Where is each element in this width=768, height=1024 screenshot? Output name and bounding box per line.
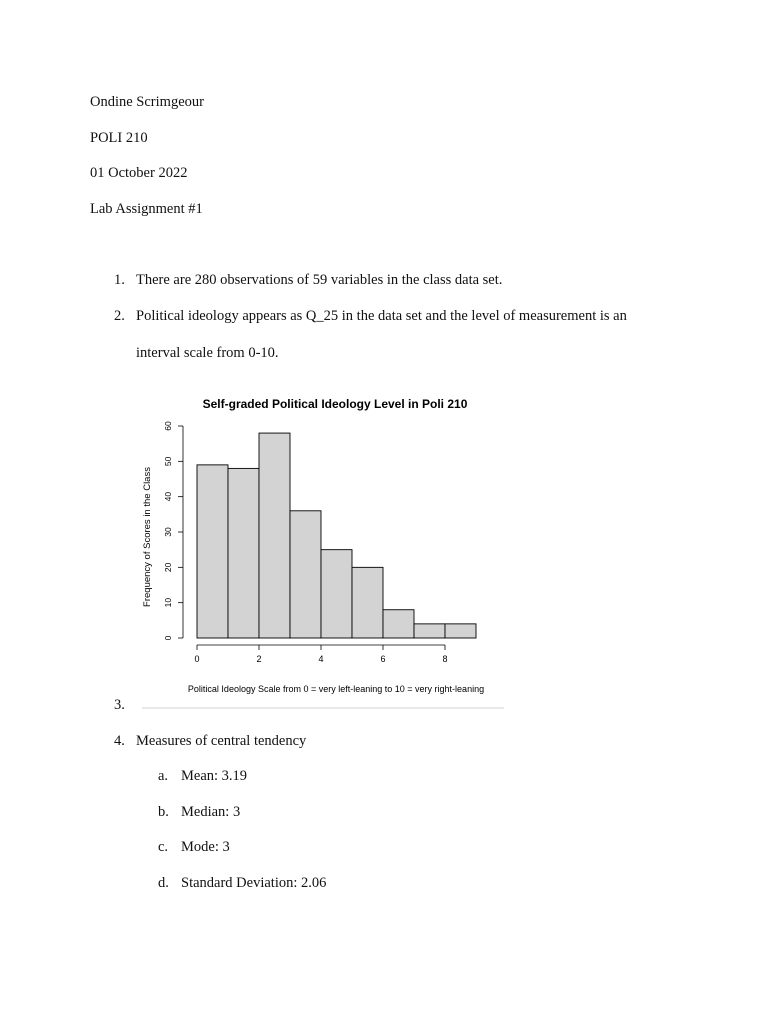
y-tick-label: 0	[163, 635, 173, 641]
item-4-text: Measures of central tendency	[136, 733, 307, 749]
x-tick-label: 0	[194, 654, 200, 664]
histogram-bar	[197, 465, 228, 638]
y-tick-label: 60	[163, 421, 173, 431]
histogram-bar	[414, 624, 445, 638]
measure-mode: Mode: 3	[181, 839, 230, 855]
x-axis	[194, 645, 447, 664]
histogram-bar	[259, 433, 290, 638]
item-4-number: 4.	[114, 733, 125, 749]
ideology-histogram	[135, 388, 505, 703]
chart-divider	[142, 707, 504, 709]
item-2-text-line1: Political ideology appears as Q_25 in the data set and the level of measurement is an	[136, 308, 627, 324]
histogram-bars	[197, 433, 476, 638]
measure-d-letter: d.	[158, 875, 169, 891]
item-2-text-line2: interval scale from 0-10.	[136, 345, 279, 361]
measure-c-letter: c.	[158, 839, 169, 855]
course-code: POLI 210	[90, 130, 148, 146]
document-date: 01 October 2022	[90, 165, 188, 181]
x-tick-label: 2	[256, 654, 262, 664]
y-tick-label: 40	[163, 491, 173, 502]
y-tick-label: 10	[163, 597, 173, 608]
y-axis-label: Frequency of Scores in the Class	[142, 467, 153, 607]
measure-b-letter: b.	[158, 804, 169, 820]
y-tick-label: 50	[163, 456, 173, 467]
histogram-bar	[383, 610, 414, 638]
item-1-text: There are 280 observations of 59 variables in the class data set.	[136, 272, 503, 288]
x-axis-label: Political Ideology Scale from 0 = very left-leaning to 10 = very right-leaning	[187, 684, 485, 694]
x-tick-label: 8	[442, 654, 448, 664]
measure-a-letter: a.	[158, 768, 169, 784]
histogram-bar	[352, 567, 383, 638]
y-tick-label: 20	[163, 562, 173, 573]
y-tick-label: 30	[163, 527, 173, 537]
histogram-bar	[321, 550, 352, 638]
item-2-number: 2.	[114, 308, 125, 324]
measure-median: Median: 3	[181, 804, 241, 820]
y-axis	[163, 421, 183, 640]
item-3-number: 3.	[114, 697, 125, 713]
histogram-bar	[228, 468, 259, 638]
x-tick-label: 6	[380, 654, 386, 664]
measure-standard-deviation: Standard Deviation: 2.06	[181, 875, 327, 891]
chart-title: Self-graded Political Ideology Level in Poli 210	[202, 397, 468, 411]
histogram-bar	[290, 511, 321, 638]
histogram-bar	[445, 624, 476, 638]
assignment-title: Lab Assignment #1	[90, 201, 203, 217]
x-tick-label: 4	[318, 654, 324, 664]
author-name: Ondine Scrimgeour	[90, 94, 204, 110]
measure-mean: Mean: 3.19	[181, 768, 248, 784]
item-1-number: 1.	[114, 272, 125, 288]
